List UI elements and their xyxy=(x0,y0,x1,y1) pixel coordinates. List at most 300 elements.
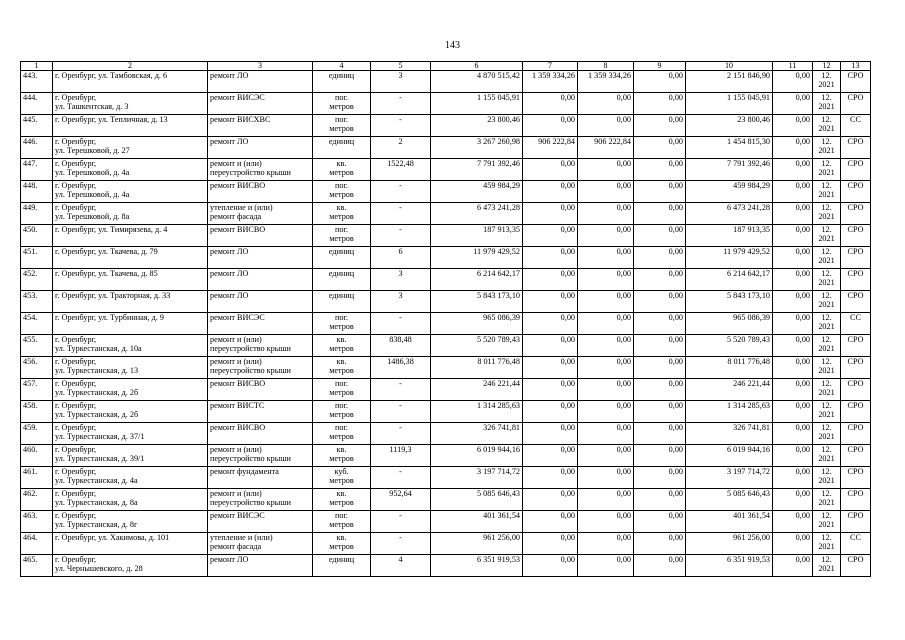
other-cost-c11: 0,00 xyxy=(795,445,810,454)
total-cost-cell xyxy=(431,159,523,181)
completion-date-m1: 12. xyxy=(821,159,832,168)
completion-date-cell xyxy=(813,291,841,313)
local-cost-c9: 0,00 xyxy=(668,423,683,432)
completion-date-cell xyxy=(813,335,841,357)
table-row xyxy=(21,555,871,577)
completion-date-m2: 2021 xyxy=(818,102,835,111)
quantity-cell xyxy=(371,533,431,555)
row-number-cell xyxy=(21,467,53,489)
total-cost-cell xyxy=(431,335,523,357)
unit-cell xyxy=(313,247,371,269)
completion-date-m1: 12. xyxy=(821,533,832,542)
page-number: 143 xyxy=(445,40,460,51)
address-addr1: г. Оренбург, xyxy=(55,93,97,102)
total-cost-cell xyxy=(431,379,523,401)
address-cell xyxy=(53,467,208,489)
row-number-n: 457. xyxy=(23,379,38,388)
fund-type-cell xyxy=(841,401,871,423)
work-type-work1: ремонт ЛО xyxy=(210,71,249,80)
quantity-cell xyxy=(371,181,431,203)
unit-unit1: пог. xyxy=(335,181,348,190)
local-cost-c9: 0,00 xyxy=(668,533,683,542)
address-cell xyxy=(53,203,208,225)
column-header-2: 2 xyxy=(53,62,208,71)
budget-cost-c8: 0,00 xyxy=(616,467,631,476)
fund-cost-cell xyxy=(523,225,578,247)
other-cost-cell xyxy=(773,489,813,511)
completion-date-m1: 12. xyxy=(821,137,832,146)
unit-unit2: метров xyxy=(329,124,354,133)
unit-unit1: единиц xyxy=(328,291,355,300)
work-type-cell xyxy=(208,313,313,335)
total-cost-c6: 1 155 045,91 xyxy=(477,93,520,102)
unit-cell xyxy=(313,269,371,291)
unit-cell xyxy=(313,401,371,423)
local-cost-c9: 0,00 xyxy=(668,203,683,212)
fund-type-type: СРО xyxy=(847,269,864,278)
fund-cost-c7: 0,00 xyxy=(560,401,575,410)
quantity-cell xyxy=(371,379,431,401)
owners-cost-c10: 326 741,81 xyxy=(733,423,770,432)
total-cost-cell xyxy=(431,93,523,115)
fund-cost-c7: 0,00 xyxy=(560,357,575,366)
total-cost-cell xyxy=(431,181,523,203)
work-type-work1: ремонт ЛО xyxy=(210,137,249,146)
address-cell xyxy=(53,181,208,203)
budget-cost-c8: 0,00 xyxy=(616,313,631,322)
completion-date-m2: 2021 xyxy=(818,256,835,265)
address-addr2: ул. Туркестанская, д. 4а xyxy=(55,476,138,485)
budget-cost-cell xyxy=(578,115,634,137)
fund-cost-c7: 0,00 xyxy=(560,269,575,278)
fund-cost-c7: 0,00 xyxy=(560,423,575,432)
fund-type-cell xyxy=(841,423,871,445)
completion-date-m1: 12. xyxy=(821,555,832,564)
owners-cost-c10: 7 791 392,46 xyxy=(727,159,770,168)
row-number-n: 451. xyxy=(23,247,38,256)
work-type-cell xyxy=(208,335,313,357)
table-row xyxy=(21,533,871,555)
other-cost-c11: 0,00 xyxy=(795,511,810,520)
budget-cost-cell xyxy=(578,467,634,489)
unit-unit1: единиц xyxy=(328,555,355,564)
unit-unit1: пог. xyxy=(335,93,348,102)
fund-cost-cell xyxy=(523,401,578,423)
unit-unit2: метров xyxy=(329,190,354,199)
completion-date-cell xyxy=(813,511,841,533)
budget-cost-cell xyxy=(578,71,634,93)
address-addr1: г. Оренбург, xyxy=(55,467,97,476)
other-cost-cell xyxy=(773,379,813,401)
unit-cell xyxy=(313,71,371,93)
fund-cost-c7: 0,00 xyxy=(560,379,575,388)
budget-cost-c8: 0,00 xyxy=(616,269,631,278)
other-cost-cell xyxy=(773,445,813,467)
fund-type-type: СРО xyxy=(847,159,864,168)
row-number-n: 449. xyxy=(23,203,38,212)
work-type-cell xyxy=(208,533,313,555)
other-cost-cell xyxy=(773,335,813,357)
fund-type-type: СРО xyxy=(847,511,864,520)
completion-date-m2: 2021 xyxy=(818,454,835,463)
work-type-work1: ремонт ЛО xyxy=(210,269,249,278)
fund-type-cell xyxy=(841,511,871,533)
budget-cost-cell xyxy=(578,379,634,401)
unit-unit1: единиц xyxy=(328,71,355,80)
work-type-work1: ремонт ВИСЭС xyxy=(210,511,265,520)
column-header-11: 11 xyxy=(773,62,813,71)
fund-type-type: СРО xyxy=(847,137,864,146)
address-cell xyxy=(53,247,208,269)
row-number-cell xyxy=(21,401,53,423)
total-cost-cell xyxy=(431,247,523,269)
owners-cost-cell xyxy=(686,313,773,335)
row-number-n: 446. xyxy=(23,137,38,146)
local-cost-cell xyxy=(634,511,686,533)
fund-cost-c7: 0,00 xyxy=(560,335,575,344)
budget-cost-c8: 0,00 xyxy=(616,445,631,454)
fund-type-cell xyxy=(841,357,871,379)
column-header-1: 1 xyxy=(21,62,53,71)
quantity-qty: 4 xyxy=(398,555,403,564)
address-cell xyxy=(53,445,208,467)
fund-type-type: СРО xyxy=(847,555,864,564)
address-cell xyxy=(53,489,208,511)
row-number-n: 456. xyxy=(23,357,38,366)
table-row xyxy=(21,489,871,511)
completion-date-m1: 12. xyxy=(821,379,832,388)
total-cost-cell xyxy=(431,511,523,533)
quantity-cell xyxy=(371,291,431,313)
owners-cost-cell xyxy=(686,335,773,357)
budget-cost-cell xyxy=(578,401,634,423)
other-cost-c11: 0,00 xyxy=(795,181,810,190)
fund-type-cell xyxy=(841,313,871,335)
budget-cost-c8: 0,00 xyxy=(616,489,631,498)
fund-cost-c7: 0,00 xyxy=(560,115,575,124)
row-number-n: 464. xyxy=(23,533,38,542)
budget-cost-c8: 0,00 xyxy=(616,335,631,344)
budget-cost-c8: 0,00 xyxy=(616,401,631,410)
budget-cost-cell xyxy=(578,137,634,159)
fund-cost-c7: 0,00 xyxy=(560,291,575,300)
unit-cell xyxy=(313,357,371,379)
owners-cost-c10: 1 314 285,63 xyxy=(727,401,770,410)
table-row xyxy=(21,159,871,181)
completion-date-cell xyxy=(813,379,841,401)
total-cost-cell xyxy=(431,269,523,291)
local-cost-cell xyxy=(634,555,686,577)
unit-cell xyxy=(313,467,371,489)
other-cost-cell xyxy=(773,313,813,335)
work-type-work1: ремонт ВИСЭС xyxy=(210,93,265,102)
unit-cell xyxy=(313,203,371,225)
address-cell xyxy=(53,313,208,335)
address-addr2: ул. Терешковой, д. 4а xyxy=(55,190,130,199)
column-header-10: 10 xyxy=(686,62,773,71)
total-cost-c6: 3 267 260,98 xyxy=(477,137,520,146)
work-type-cell xyxy=(208,247,313,269)
row-number-n: 453. xyxy=(23,291,38,300)
owners-cost-cell xyxy=(686,467,773,489)
fund-cost-c7: 0,00 xyxy=(560,93,575,102)
row-number-cell xyxy=(21,511,53,533)
total-cost-c6: 6 214 642,17 xyxy=(477,269,520,278)
owners-cost-c10: 961 256,00 xyxy=(733,533,770,542)
completion-date-m1: 12. xyxy=(821,269,832,278)
fund-type-type: СРО xyxy=(847,423,864,432)
total-cost-cell xyxy=(431,225,523,247)
unit-cell xyxy=(313,115,371,137)
work-type-cell xyxy=(208,357,313,379)
work-type-cell xyxy=(208,71,313,93)
total-cost-c6: 23 800,46 xyxy=(487,115,520,124)
local-cost-cell xyxy=(634,423,686,445)
completion-date-cell xyxy=(813,225,841,247)
fund-cost-cell xyxy=(523,445,578,467)
quantity-qty: - xyxy=(399,203,402,212)
local-cost-c9: 0,00 xyxy=(668,445,683,454)
row-number-n: 452. xyxy=(23,269,38,278)
row-number-n: 460. xyxy=(23,445,38,454)
unit-cell xyxy=(313,335,371,357)
table-row xyxy=(21,401,871,423)
other-cost-cell xyxy=(773,71,813,93)
owners-cost-c10: 965 086,39 xyxy=(733,313,770,322)
budget-cost-c8: 0,00 xyxy=(616,423,631,432)
unit-unit1: кв. xyxy=(336,203,347,212)
fund-cost-cell xyxy=(523,357,578,379)
other-cost-c11: 0,00 xyxy=(795,489,810,498)
address-cell xyxy=(53,71,208,93)
unit-unit1: пог. xyxy=(335,511,348,520)
row-number-n: 463. xyxy=(23,511,38,520)
address-addr2: ул. Туркестанская, д. 2б xyxy=(55,410,139,419)
completion-date-cell xyxy=(813,357,841,379)
address-addr2: ул. Туркестанская, д. 2б xyxy=(55,388,139,397)
budget-cost-cell xyxy=(578,511,634,533)
completion-date-cell xyxy=(813,115,841,137)
completion-date-cell xyxy=(813,269,841,291)
fund-cost-c7: 0,00 xyxy=(560,467,575,476)
quantity-cell xyxy=(371,445,431,467)
fund-type-cell xyxy=(841,137,871,159)
total-cost-c6: 1 314 285,63 xyxy=(477,401,520,410)
quantity-cell xyxy=(371,159,431,181)
row-number-n: 458. xyxy=(23,401,38,410)
owners-cost-c10: 23 800,46 xyxy=(737,115,770,124)
total-cost-cell xyxy=(431,555,523,577)
unit-cell xyxy=(313,181,371,203)
total-cost-cell xyxy=(431,313,523,335)
work-type-work1: ремонт ЛО xyxy=(210,555,249,564)
local-cost-c9: 0,00 xyxy=(668,511,683,520)
row-number-n: 455. xyxy=(23,335,38,344)
budget-cost-c8: 0,00 xyxy=(616,357,631,366)
completion-date-cell xyxy=(813,181,841,203)
address-cell xyxy=(53,159,208,181)
local-cost-cell xyxy=(634,379,686,401)
address-addr2: ул. Туркестанская, д. 8а xyxy=(55,498,138,507)
quantity-qty: 2 xyxy=(398,137,403,146)
fund-cost-cell xyxy=(523,291,578,313)
local-cost-cell xyxy=(634,225,686,247)
fund-type-type: СРО xyxy=(847,225,864,234)
quantity-qty: - xyxy=(399,467,402,476)
address-cell xyxy=(53,335,208,357)
completion-date-m2: 2021 xyxy=(818,542,835,551)
completion-date-m1: 12. xyxy=(821,181,832,190)
unit-unit1: кв. xyxy=(336,159,347,168)
completion-date-cell xyxy=(813,137,841,159)
other-cost-cell xyxy=(773,467,813,489)
quantity-cell xyxy=(371,203,431,225)
total-cost-c6: 4 870 515,42 xyxy=(477,71,520,80)
fund-cost-cell xyxy=(523,115,578,137)
quantity-cell xyxy=(371,511,431,533)
total-cost-cell xyxy=(431,489,523,511)
fund-type-cell xyxy=(841,335,871,357)
work-type-cell xyxy=(208,445,313,467)
completion-date-cell xyxy=(813,423,841,445)
unit-cell xyxy=(313,423,371,445)
row-number-n: 450. xyxy=(23,225,38,234)
fund-cost-cell xyxy=(523,313,578,335)
budget-cost-cell xyxy=(578,291,634,313)
address-cell xyxy=(53,423,208,445)
work-type-work1: ремонт ВИСВО xyxy=(210,423,266,432)
owners-cost-cell xyxy=(686,511,773,533)
owners-cost-cell xyxy=(686,445,773,467)
owners-cost-c10: 187 913,35 xyxy=(733,225,770,234)
work-type-work1: ремонт ЛО xyxy=(210,291,249,300)
local-cost-c9: 0,00 xyxy=(668,269,683,278)
other-cost-c11: 0,00 xyxy=(795,401,810,410)
work-type-work1: ремонт ВИСВО xyxy=(210,181,266,190)
total-cost-c6: 5 843 173,10 xyxy=(477,291,520,300)
unit-unit1: пог. xyxy=(335,379,348,388)
owners-cost-c10: 1 155 045,91 xyxy=(727,93,770,102)
table-row xyxy=(21,423,871,445)
unit-unit2: метров xyxy=(329,476,354,485)
fund-cost-c7: 0,00 xyxy=(560,313,575,322)
fund-cost-c7: 0,00 xyxy=(560,489,575,498)
work-type-cell xyxy=(208,269,313,291)
unit-unit1: пог. xyxy=(335,115,348,124)
quantity-cell xyxy=(371,555,431,577)
completion-date-m2: 2021 xyxy=(818,190,835,199)
address-addr1: г. Оренбург, ул. Тепличная, д. 13 xyxy=(55,115,168,124)
work-type-work1: утепление и (или) xyxy=(210,203,273,212)
total-cost-c6: 8 011 776,48 xyxy=(477,357,520,366)
fund-type-cell xyxy=(841,489,871,511)
owners-cost-cell xyxy=(686,203,773,225)
address-addr1: г. Оренбург, ул. Тамбовская, д. 6 xyxy=(55,71,168,80)
fund-type-type: СРО xyxy=(847,357,864,366)
budget-cost-cell xyxy=(578,225,634,247)
table-row xyxy=(21,511,871,533)
owners-cost-c10: 6 351 919,53 xyxy=(727,555,770,564)
budget-cost-c8: 0,00 xyxy=(616,159,631,168)
column-header-13: 13 xyxy=(841,62,871,71)
fund-type-cell xyxy=(841,247,871,269)
unit-cell xyxy=(313,291,371,313)
completion-date-m2: 2021 xyxy=(818,168,835,177)
budget-cost-cell xyxy=(578,423,634,445)
table-row xyxy=(21,357,871,379)
local-cost-cell xyxy=(634,159,686,181)
total-cost-cell xyxy=(431,203,523,225)
completion-date-m1: 12. xyxy=(821,225,832,234)
completion-date-m2: 2021 xyxy=(818,212,835,221)
budget-cost-c8: 0,00 xyxy=(616,291,631,300)
owners-cost-c10: 5 085 646,43 xyxy=(727,489,770,498)
address-addr2: ул. Терешковой, д. 8а xyxy=(55,212,130,221)
fund-cost-c7: 1 359 334,26 xyxy=(532,71,575,80)
other-cost-c11: 0,00 xyxy=(795,357,810,366)
unit-unit1: кв. xyxy=(336,489,347,498)
address-addr1: г. Оренбург, ул. Тимирязева, д. 4 xyxy=(55,225,168,234)
address-addr2: ул. Терешковой, д. 27 xyxy=(55,146,130,155)
budget-cost-c8: 0,00 xyxy=(616,533,631,542)
row-number-cell xyxy=(21,203,53,225)
row-number-cell xyxy=(21,159,53,181)
work-type-work2: ремонт фасада xyxy=(210,212,262,221)
quantity-cell xyxy=(371,335,431,357)
completion-date-m1: 12. xyxy=(821,511,832,520)
other-cost-c11: 0,00 xyxy=(795,71,810,80)
fund-type-cell xyxy=(841,115,871,137)
address-addr1: г. Оренбург, ул. Тракторная, д. 33 xyxy=(55,291,171,300)
fund-cost-c7: 0,00 xyxy=(560,247,575,256)
row-number-n: 465. xyxy=(23,555,38,564)
other-cost-c11: 0,00 xyxy=(795,137,810,146)
quantity-qty: 1119,3 xyxy=(389,445,412,454)
completion-date-cell xyxy=(813,489,841,511)
address-cell xyxy=(53,379,208,401)
other-cost-c11: 0,00 xyxy=(795,115,810,124)
address-addr1: г. Оренбург, xyxy=(55,401,97,410)
fund-cost-c7: 0,00 xyxy=(560,555,575,564)
other-cost-c11: 0,00 xyxy=(795,225,810,234)
total-cost-cell xyxy=(431,291,523,313)
unit-unit1: кв. xyxy=(336,335,347,344)
work-type-cell xyxy=(208,555,313,577)
completion-date-m1: 12. xyxy=(821,203,832,212)
column-header-9: 9 xyxy=(634,62,686,71)
address-cell xyxy=(53,533,208,555)
local-cost-cell xyxy=(634,71,686,93)
table-row xyxy=(21,291,871,313)
total-cost-cell xyxy=(431,533,523,555)
unit-unit1: пог. xyxy=(335,313,348,322)
completion-date-m2: 2021 xyxy=(818,300,835,309)
budget-cost-cell xyxy=(578,335,634,357)
local-cost-cell xyxy=(634,137,686,159)
budget-cost-c8: 906 222,84 xyxy=(594,137,631,146)
work-type-work1: ремонт и (или) xyxy=(210,445,262,454)
total-cost-cell xyxy=(431,357,523,379)
work-type-cell xyxy=(208,511,313,533)
budget-cost-cell xyxy=(578,181,634,203)
address-cell xyxy=(53,357,208,379)
total-cost-c6: 7 791 392,46 xyxy=(477,159,520,168)
work-type-work1: ремонт ВИСЭС xyxy=(210,313,265,322)
completion-date-m1: 12. xyxy=(821,489,832,498)
table-row xyxy=(21,93,871,115)
address-cell xyxy=(53,225,208,247)
row-number-cell xyxy=(21,93,53,115)
